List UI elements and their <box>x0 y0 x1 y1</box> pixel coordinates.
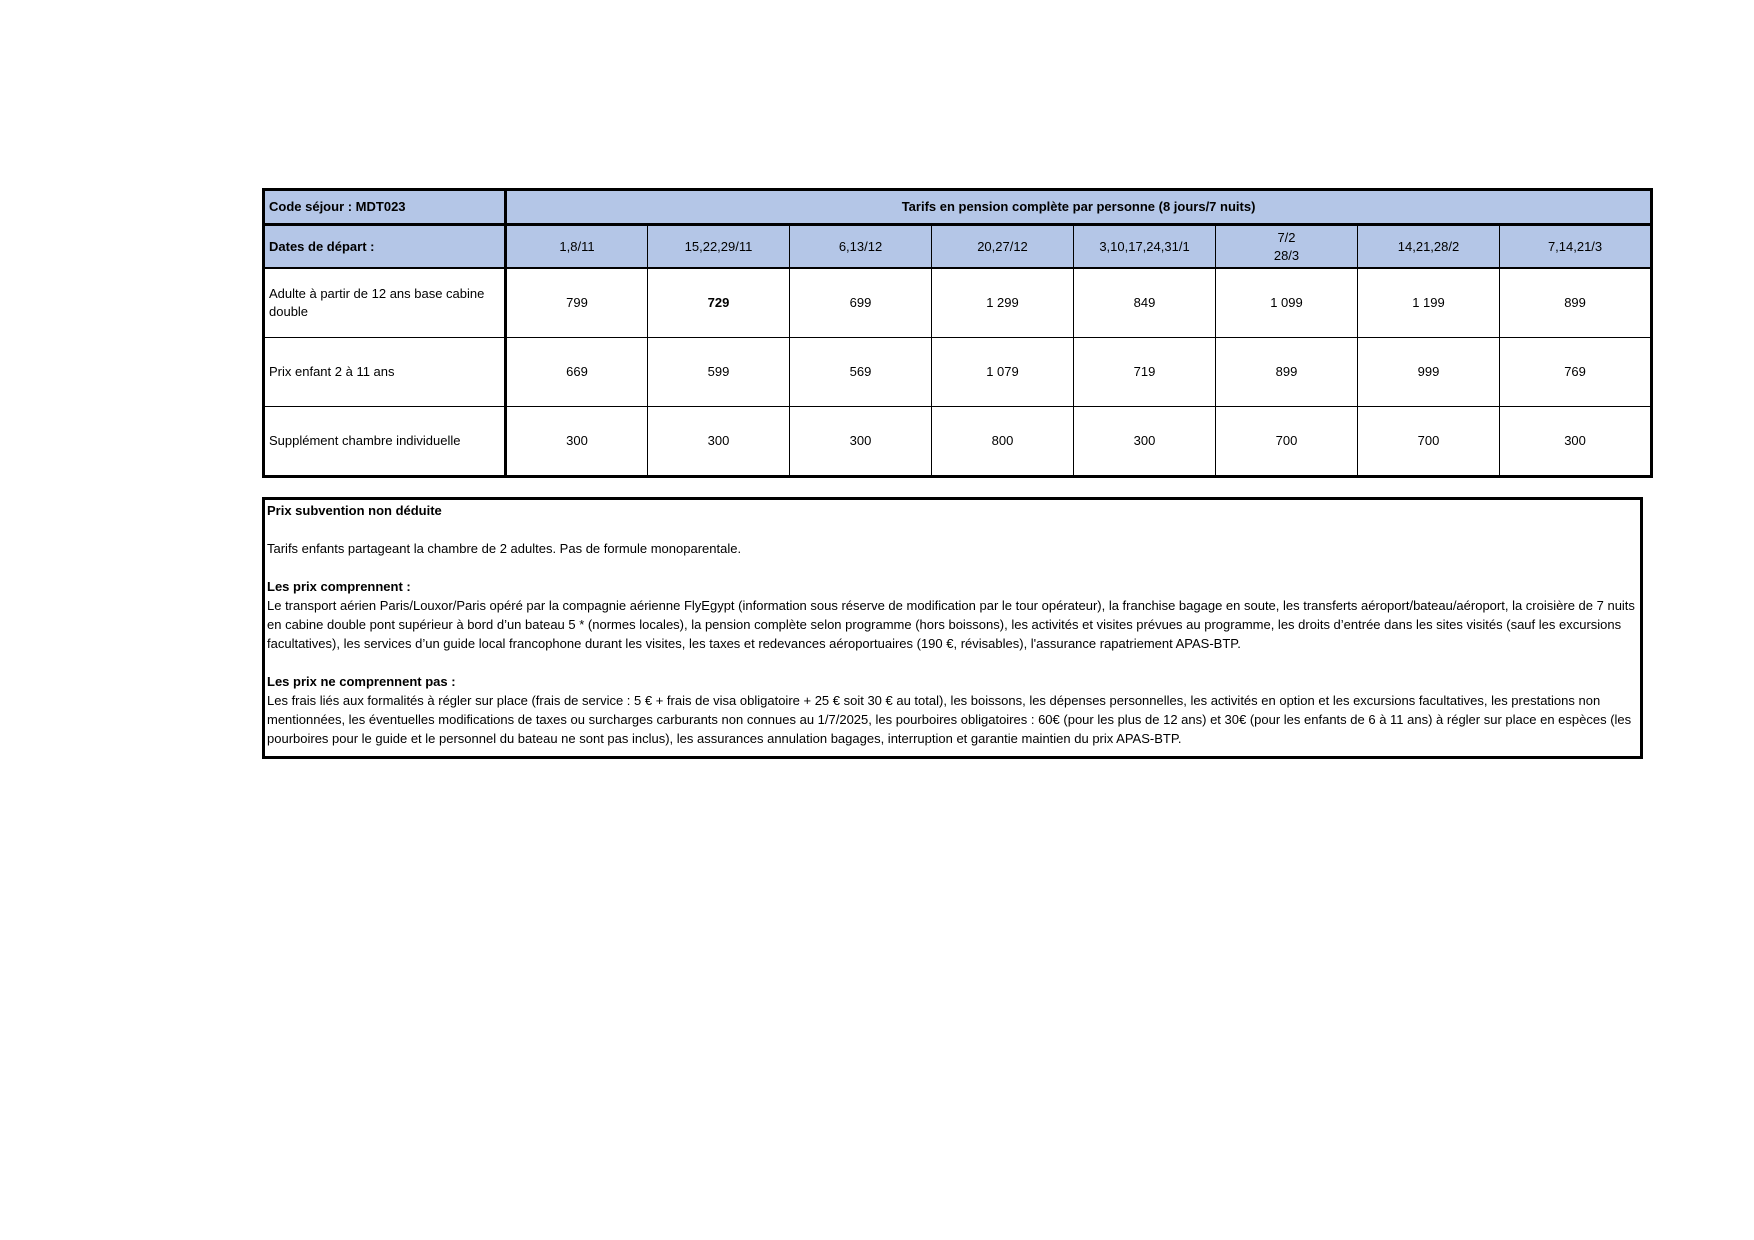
table-row-single-supplement <box>264 407 1652 477</box>
price-cell: 799 <box>506 268 648 338</box>
subsidy-note: Prix subvention non déduite <box>267 503 442 518</box>
spacer <box>267 653 1638 672</box>
table-title: Tarifs en pension complète par personne (8 jours/7 nuits) <box>506 190 1652 225</box>
price-cell: 729 <box>648 268 790 338</box>
price-cell: 899 <box>1500 268 1652 338</box>
table-header-row <box>264 190 1652 225</box>
departure-date-cell: 1,8/11 <box>506 225 648 269</box>
price-cell: 999 <box>1358 338 1500 407</box>
spacer <box>267 558 1638 577</box>
price-cell: 300 <box>648 407 790 477</box>
departure-date-cell: 6,13/12 <box>790 225 932 269</box>
row-label: Adulte à partir de 12 ans base cabine double <box>264 268 506 338</box>
departure-date-cell: 3,10,17,24,31/1 <box>1074 225 1216 269</box>
children-note: Tarifs enfants partageant la chambre de 2 adultes. Pas de formule monoparentale. <box>267 541 742 556</box>
departure-date-cell: 20,27/12 <box>932 225 1074 269</box>
row-label: Prix enfant 2 à 11 ans <box>264 338 506 407</box>
price-cell: 599 <box>648 338 790 407</box>
price-cell: 300 <box>506 407 648 477</box>
table-row-child <box>264 338 1652 407</box>
departure-dates-row <box>264 225 1652 269</box>
spacer <box>267 520 1638 539</box>
price-cell: 569 <box>790 338 932 407</box>
excludes-title: Les prix ne comprennent pas : <box>267 674 456 689</box>
price-cell: 699 <box>790 268 932 338</box>
price-cell: 1 199 <box>1358 268 1500 338</box>
notes-box <box>262 497 1643 759</box>
departure-date-cell: 15,22,29/11 <box>648 225 790 269</box>
row-label: Supplément chambre individuelle <box>264 407 506 477</box>
price-cell: 849 <box>1074 268 1216 338</box>
price-cell: 800 <box>932 407 1074 477</box>
price-cell: 300 <box>1500 407 1652 477</box>
departure-dates-label: Dates de départ : <box>264 225 506 269</box>
price-cell: 669 <box>506 338 648 407</box>
price-cell: 1 099 <box>1216 268 1358 338</box>
excludes-text: Les frais liés aux formalités à régler sur place (frais de service : 5 € + frais de visa obligatoire + 25 € soit 30 € au total), les boissons, les dépenses personnelles, les activités en option et les excursions facultatives, les prestations non mentionnées, les éventuelles modifications de taxes ou surcharges carburants non connues au 1/7/2025, les pourboires obligatoires : 60€ (pour les plus de 12 ans) et 30€ (pour les enfants de 6 à 11 ans) à régler sur place en espèces (les pourboires pour le guide et le personnel du bateau ne sont pas inclus), les assurances annulation bagages, interruption et garantie maintien du prix APAS-BTP. <box>267 693 1632 746</box>
departure-date-cell: 7,14,21/3 <box>1500 225 1652 269</box>
price-cell: 700 <box>1216 407 1358 477</box>
price-cell: 700 <box>1358 407 1500 477</box>
includes-title: Les prix comprennent : <box>267 579 411 594</box>
price-table <box>262 188 1653 478</box>
price-cell: 769 <box>1500 338 1652 407</box>
price-cell: 899 <box>1216 338 1358 407</box>
table-row-adult <box>264 268 1652 338</box>
departure-date-cell: 7/2 28/3 <box>1216 225 1358 269</box>
includes-text: Le transport aérien Paris/Louxor/Paris opéré par la compagnie aérienne FlyEgypt (information sous réserve de modification par le tour opérateur), la franchise bagage en soute, les transferts aéroport/bateau/aéroport, la croisière de 7 nuits en cabine double pont supérieur à bord d’un bateau 5 * (normes locales), la pension complète selon programme (hors boissons), les activités et visites prévues au programme, les droits d’entrée dans les sites visités (sauf les excursions facultatives), les services d’un guide local francophone durant les visites, les taxes et redevances aéroportuaires (190 €, révisables), l'assurance rapatriement APAS-BTP. <box>267 598 1635 651</box>
price-cell: 1 299 <box>932 268 1074 338</box>
price-cell: 1 079 <box>932 338 1074 407</box>
price-cell: 300 <box>1074 407 1216 477</box>
price-cell: 300 <box>790 407 932 477</box>
departure-date-cell: 14,21,28/2 <box>1358 225 1500 269</box>
price-cell: 719 <box>1074 338 1216 407</box>
stay-code-label: Code séjour : MDT023 <box>264 190 506 225</box>
